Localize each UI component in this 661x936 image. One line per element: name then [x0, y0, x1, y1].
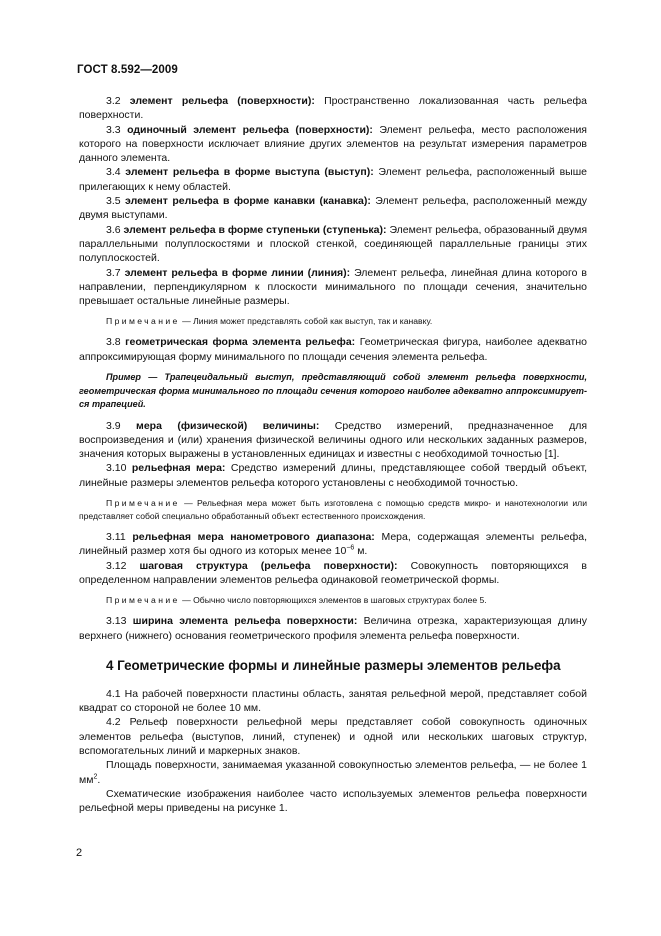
- item-number: 3.8: [106, 336, 126, 349]
- term: рельефная мера:: [131, 462, 226, 475]
- definition: Элемент рельефа, расположенный между двумя выступами.: [79, 195, 587, 222]
- item-3-9: [79, 419, 587, 462]
- item-number: 3.7: [106, 266, 125, 279]
- item-3-12: [79, 559, 587, 588]
- document-header: ГОСТ 8.592—2009: [77, 64, 178, 76]
- definition: Пространственно локализованная часть рельефа поверхности.: [79, 95, 588, 122]
- note-label: Примечание: [106, 498, 180, 509]
- item-3-5: [79, 194, 587, 223]
- section-4-heading: 4 Геометрические формы и линейные размеры элементов рельефа: [106, 657, 561, 673]
- paragraph-area: [79, 758, 587, 787]
- item-number: 3.13: [106, 615, 133, 628]
- term: ширина элемента рельефа поверхности:: [132, 615, 358, 628]
- note-text: — Обычно число повторяющихся элементов в шаговых структурах более 5.: [179, 595, 487, 606]
- term: элемент рельефа в форме ступеньки (ступенька):: [123, 223, 387, 236]
- term: элемент рельефа в форме канавки (канавка):: [125, 195, 371, 208]
- term: рельефная мера нанометрового диапазона:: [132, 531, 375, 544]
- term: геометрическая форма элемента рельефа:: [125, 336, 356, 349]
- definition: Средство измерений длины, представляющее собой твердый объект, линейные размеры элементов рельефа которого установлены с необходимой точностью.: [79, 462, 588, 489]
- definition: Величина отрезка, характеризующая длину верхнего (нижнего) основания геометрического профиля элемента рельефа поверхности.: [79, 615, 587, 642]
- item-number: 3.2: [106, 95, 130, 107]
- item-3-11: [79, 530, 587, 559]
- term: элемент рельефа в форме выступа (выступ):: [125, 166, 374, 179]
- definition: Геометрическая фигура, наиболее адекватно аппроксимирующая форму минимального по площади сечения элемента рельефа.: [79, 336, 587, 363]
- definition-tail: м.: [354, 545, 368, 558]
- term: шаговая структура (рельефа поверхности):: [139, 559, 398, 572]
- example-trapezoid: Пример — Трапецеидальный выступ, представляющий собой элемент рельефа поверхности, геометрическая форма минимального по площади сечения которого наиболее адекватно аппроксимирует-ся трапецией.: [79, 372, 587, 410]
- document-body: [79, 94, 587, 815]
- note-relief-measure: [79, 497, 587, 523]
- page-number: 2: [76, 847, 83, 859]
- item-3-2: [79, 94, 587, 123]
- item-3-8: [79, 335, 587, 364]
- term: мера (физической) величины:: [136, 419, 320, 432]
- area-tail: .: [97, 773, 101, 786]
- note-label: Примечание: [106, 316, 180, 327]
- item-3-13: [79, 614, 587, 643]
- note-text: — Линия может представлять собой как выступ, так и канавку.: [179, 316, 433, 327]
- item-number: 3.9: [106, 419, 137, 432]
- definition: Средство измерений, предназначенное для воспроизведения и (или) хранения физической величины одного или нескольких заданных размеров, значения которых выражены в установленных единицах и известны с необходимой точностью [1].: [79, 419, 588, 461]
- paragraph-schema: Схематические изображения наиболее часто используемых элементов рельефа поверхности рельефной меры приведены на рисунке 1.: [79, 787, 587, 815]
- item-3-6: [79, 223, 587, 266]
- item-number: 3.4: [106, 166, 126, 179]
- definition: Совокупность повторяющихся в определенном направлении элементов рельефа одинаковой геометрической формы.: [79, 559, 587, 586]
- paragraph-4-2: 4.2 Рельеф поверхности рельефной меры представляет собой совокупность одиночных элементов рельефа (выступов, линий, ступенек) и одной или нескольких шаговых структур, вспомогательных линий и маркерных знаков.: [79, 716, 587, 757]
- definition: Элемент рельефа, линейная длина которого в направлении, перпендикулярном к плоскости минимального по площади сечения, значительно превышает остальные линейные размеры.: [79, 266, 587, 308]
- item-3-10: [79, 461, 587, 490]
- definition: Элемент рельефа, место расположения которого на поверхности исключает влияние других элементов на результат измерения параметров данного элемента.: [79, 123, 587, 165]
- term: элемент рельефа (поверхности):: [129, 95, 315, 107]
- note-text: — Рельефная мера может быть изготовлена с помощью средств микро- и нанотехнологии или представляет собой специально обработанный объект естественного происхождения.: [79, 498, 587, 522]
- definition: Мера, содержащая элементы рельефа, линейный размер хотя бы одного из которых менее 10: [79, 531, 587, 558]
- term: элемент рельефа в форме линии (линия):: [124, 266, 351, 279]
- item-number: 3.10: [106, 462, 132, 475]
- item-number: 3.3: [106, 123, 128, 136]
- item-number: 3.5: [106, 195, 126, 208]
- area-exponent: 2: [93, 773, 98, 781]
- exponent: −6: [346, 544, 355, 552]
- item-3-7: [79, 266, 587, 309]
- note-label: Примечание: [106, 595, 180, 606]
- item-number: 3.11: [106, 531, 133, 544]
- paragraph-4-1: 4.1 На рабочей поверхности пластины область, занятая рельефной мерой, представляет собой квадрат со стороной не более 10 мм.: [79, 687, 587, 715]
- item-3-4: [79, 165, 587, 194]
- item-number: 3.6: [106, 223, 124, 236]
- item-number: 3.12: [106, 559, 140, 572]
- note-line: [79, 315, 587, 328]
- item-3-3: [79, 123, 587, 166]
- definition: Элемент рельефа, образованный двумя параллельными полуплоскостями и плоской стенкой, соединяющей параллельные границы этих полуплоскостей.: [79, 223, 587, 265]
- term: одиночный элемент рельефа (поверхности):: [127, 123, 373, 136]
- definition: Элемент рельефа, расположенный выше прилегающих к нему областей.: [79, 166, 587, 193]
- area-text: Площадь поверхности, занимаемая указанной совокупностью элементов рельефа, — не более 1 мм: [79, 759, 587, 786]
- note-step-structure: [79, 594, 587, 607]
